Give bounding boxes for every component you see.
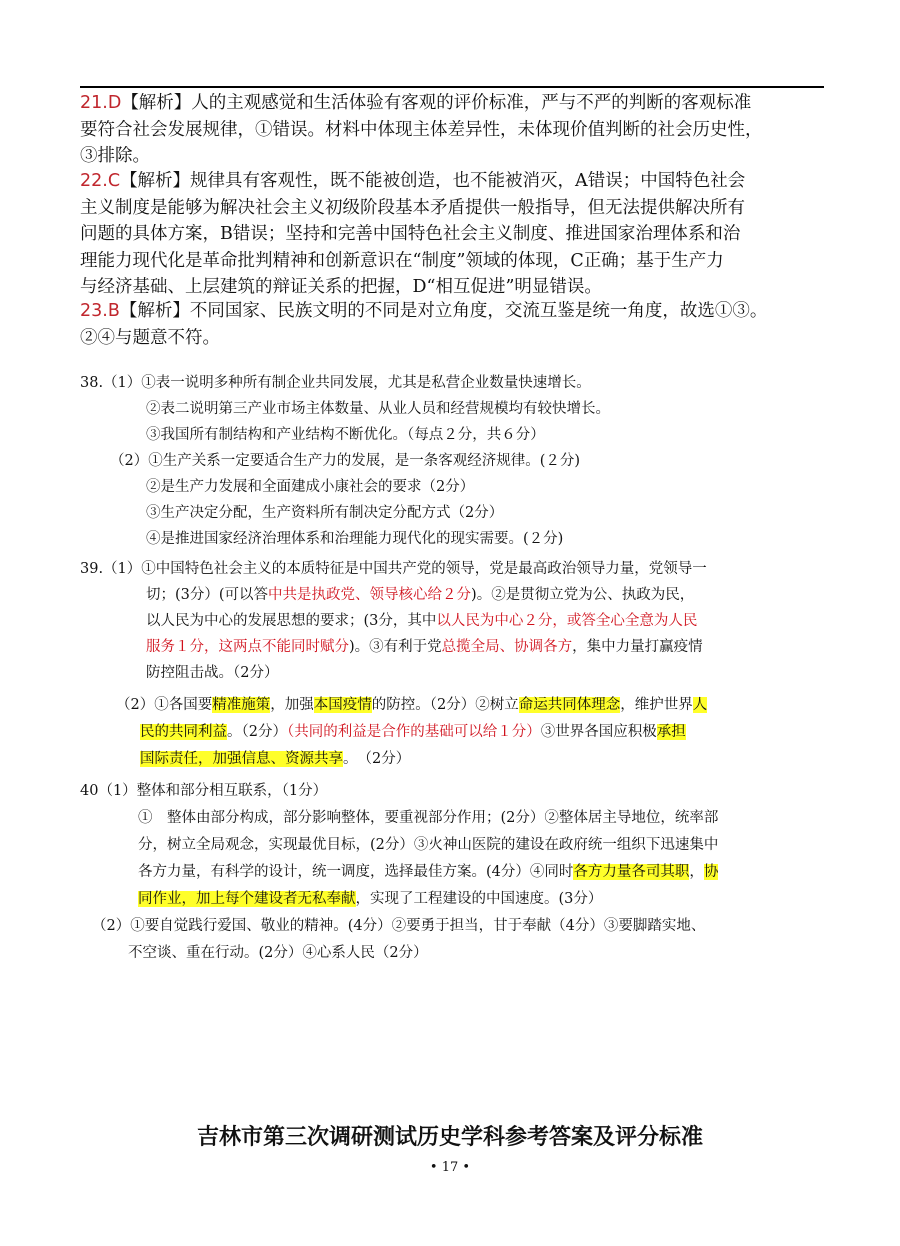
q22-line: 理能力现代化是革命批判精神和创新意识在“制度”领域的体现，C正确；基于生产力 — [80, 250, 724, 271]
q40-line: （2）①要自觉践行爱国、敬业的精神。(4分）②要勇于担当，甘于奉献（4分）③要脚踏实地、 — [92, 918, 706, 934]
q39-text: ，集中力量打赢疫情 — [572, 639, 703, 655]
q39-highlight: 命运共同体理念 — [518, 697, 621, 713]
answer-21 — [80, 90, 830, 170]
q21-number: 21.D — [80, 93, 122, 113]
q40-line: ① 整体由部分构成，部分影响整体，要重视部分作用；(2分）②整体居主导地位，统率部 — [138, 810, 719, 826]
answer-40 — [80, 778, 718, 967]
q22-line: 【解析】规律具有客观性，既不能被创造，也不能被消灭，A错误；中国特色社会 — [120, 171, 746, 191]
q39-highlight: 民的共同利益 — [140, 724, 227, 740]
q39-text: 切；(3分）(可以答 — [146, 587, 269, 603]
q40-text: ，实现了工程建设的中国速度。(3分） — [355, 891, 603, 907]
q39-text: 的防控。（2分）②树立 — [371, 697, 519, 713]
q40-text: 各方力量，有科学的设计，统一调度，选择最佳方案。(4分）④同时 — [138, 864, 574, 880]
q38-line: ④是推进国家经济治理体系和治理能力现代化的现实需要。(２分) — [146, 531, 564, 547]
q39-red-note: 总揽全局、协调各方 — [441, 639, 573, 655]
page-number: • 17 • — [429, 1160, 471, 1175]
q40-highlight: 各方力量各司其职 — [573, 864, 690, 880]
q38-line: 38.（1）①表一说明多种所有制企业共同发展，尤其是私营企业数量快速增长。 — [80, 375, 591, 391]
q21-line: 要符合社会发展规律，①错误。材料中体现主体差异性，未体现价值判断的社会历史性， — [80, 119, 763, 140]
q21-line: ③排除。 — [80, 146, 150, 166]
answer-23 — [80, 298, 830, 351]
top-rule — [80, 86, 824, 88]
q39-text: 。（2分） — [227, 724, 287, 740]
answer-22 — [80, 168, 830, 301]
q39-line: 39.（1）①中国特色社会主义的本质特征是中国共产党的领导，党是最高政治领导力量，党领导一 — [80, 561, 707, 577]
q39-highlight: 承担 — [656, 724, 686, 740]
q39-highlight: 精准施策 — [212, 697, 271, 713]
q39-red-note: 服务１分，这两点不能同时赋分 — [146, 639, 349, 655]
q39-text: ，加强 — [270, 697, 314, 713]
q22-number: 22.C — [80, 171, 121, 191]
answer-39-part1 — [80, 556, 707, 686]
q40-highlight: 协 — [703, 864, 719, 880]
q38-line: ②是生产力发展和全面建成小康社会的要求（2分） — [146, 479, 475, 495]
q39-text: )。②是贯彻立党为公、执政为民， — [471, 587, 695, 603]
q39-red-note: 以人民为中心２分，或答全心全意为人民 — [436, 613, 698, 629]
q38-line: （2）①生产关系一定要适合生产力的发展，是一条客观经济规律。(２分) — [110, 453, 581, 469]
q39-highlight: 本国疫情 — [313, 697, 372, 713]
q39-red-note: 中共是执政党、领导核心给２分 — [268, 587, 472, 603]
q23-line: ②④与题意不符。 — [80, 327, 220, 348]
q39-text: )。③有利于党 — [349, 639, 442, 655]
q39-red-note: （共同的利益是合作的基础可以给１分） — [286, 724, 541, 740]
q39-text: （2）①各国要 — [116, 697, 213, 713]
q38-line: ③我国所有制结构和产业结构不断优化。（每点２分，共６分） — [146, 427, 545, 443]
q38-line: ③生产决定分配，生产资料所有制决定分配方式（2分） — [146, 505, 504, 521]
section-title: 吉林市第三次调研测试历史学科参考答案及评分标准 — [196, 1125, 703, 1150]
answer-38 — [80, 370, 610, 552]
q40-line: 40（1）整体和部分相互联系，（1分） — [80, 783, 328, 799]
q40-text: ， — [689, 864, 704, 880]
q22-line: 问题的具体方案，B错误；坚持和完善中国特色社会主义制度、推进国家治理体系和治 — [80, 224, 741, 244]
q39-text: 以人民为中心的发展思想的要求；(3分，其中 — [146, 613, 437, 629]
q39-text: ③世界各国应积极 — [540, 724, 657, 740]
q23-line: 【解析】不同国家、民族文明的不同是对立角度，交流互鉴是统一角度，故选①③。 — [119, 301, 768, 321]
q22-line: 主义制度是能够为解决社会主义初级阶段基本矛盾提供一般指导，但无法提供解决所有 — [80, 197, 745, 218]
q39-text: 。 （2分） — [343, 751, 411, 767]
q39-highlight: 人 — [692, 697, 708, 713]
q38-line: ②表二说明第三产业市场主体数量、从业人员和经营规模均有较快增长。 — [146, 401, 610, 417]
q21-line: 【解析】人的主观感觉和生活体验有客观的评价标准，严与不严的判断的客观标准 — [121, 93, 752, 113]
q23-number: 23.B — [80, 301, 120, 321]
q39-text: ，维护世界 — [620, 697, 693, 713]
q22-line: 与经济基础、上层建筑的辩证关系的把握，D“相互促进”明显错误。 — [80, 277, 602, 297]
q39-line: 防控阻击战。（2分） — [146, 665, 279, 681]
answer-39-part2 — [116, 692, 707, 773]
q40-line: 不空谈、重在行动。(2分）④心系人民（2分） — [128, 945, 428, 961]
q40-line: 分，树立全局观念，实现最优目标，(2分）③火神山医院的建设在政府统一组织下迅速集中 — [138, 837, 719, 853]
q39-highlight: 国际责任，加强信息、资源共享 — [140, 751, 343, 767]
q40-highlight: 同作业，加上每个建设者无私奉献 — [138, 891, 356, 907]
